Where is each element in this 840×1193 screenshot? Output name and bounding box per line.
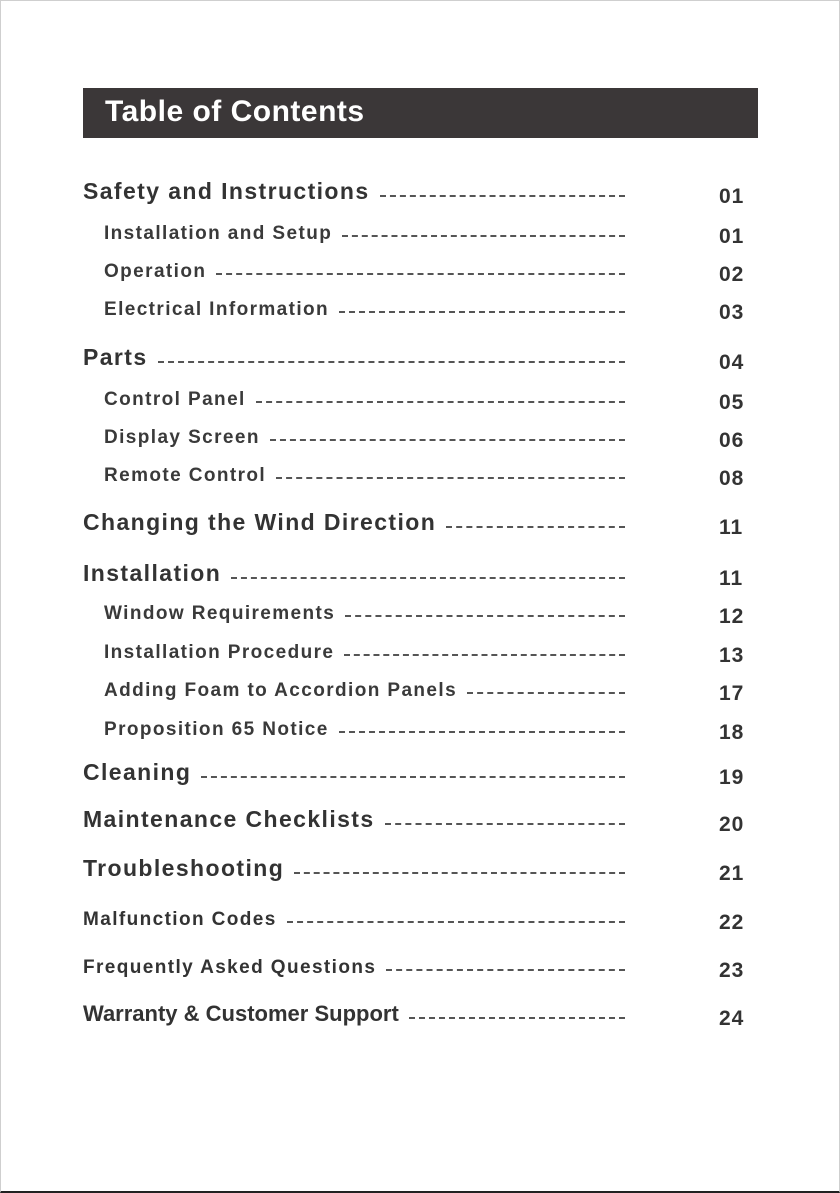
toc-header-bar <box>83 88 758 138</box>
toc-entry-label: Safety and Instructions <box>83 178 370 204</box>
toc-page-number: 01 <box>719 185 745 208</box>
toc-entry[interactable] <box>1 803 761 836</box>
toc-entry-label: Warranty & Customer Support <box>83 1001 399 1026</box>
toc-entry[interactable] <box>1 215 761 248</box>
toc-entry-label: Installation Procedure <box>104 642 335 663</box>
toc-entry-label: Electrical Information <box>104 299 330 320</box>
toc-entry[interactable] <box>1 506 761 539</box>
toc-leader-dots <box>385 823 625 825</box>
toc-page-number: 02 <box>719 263 745 286</box>
toc-entry-label: Adding Foam to Accordion Panels <box>104 680 458 701</box>
toc-entry[interactable] <box>1 901 761 934</box>
toc-leader-dots <box>446 526 625 528</box>
toc-page-number: 24 <box>719 1007 745 1030</box>
toc-entry-label: Parts <box>83 344 148 370</box>
toc-page-number: 12 <box>719 605 745 628</box>
toc-entry-label: Troubleshooting <box>83 855 285 881</box>
toc-entry-label: Window Requirements <box>104 603 336 624</box>
toc-leader-dots <box>256 401 625 403</box>
toc-entry-label: Operation <box>104 261 207 282</box>
toc-entry[interactable] <box>1 756 761 789</box>
toc-page-number: 08 <box>719 467 745 490</box>
toc-leader-dots <box>409 1017 625 1019</box>
toc-entry-label: Installation <box>83 560 222 586</box>
toc-entry-label: Frequently Asked Questions <box>83 957 377 978</box>
toc-entry[interactable] <box>1 381 761 414</box>
toc-entry[interactable] <box>1 997 761 1030</box>
toc-leader-dots <box>467 692 625 694</box>
toc-entry-label: Display Screen <box>104 427 260 448</box>
toc-leader-dots <box>287 921 625 923</box>
toc-page-number: 01 <box>719 225 745 248</box>
toc-title: Table of Contents <box>105 95 365 128</box>
toc-entry[interactable] <box>1 253 761 286</box>
toc-entry-label: Maintenance Checklists <box>83 806 375 832</box>
toc-leader-dots <box>294 872 625 874</box>
toc-leader-dots <box>201 776 625 778</box>
toc-leader-dots <box>216 273 625 275</box>
toc-entry[interactable] <box>1 634 761 667</box>
toc-page-number: 11 <box>719 516 744 539</box>
toc-entry[interactable] <box>1 711 761 744</box>
toc-leader-dots <box>386 969 625 971</box>
toc-entry-label: Cleaning <box>83 759 192 785</box>
toc-entry-label: Proposition 65 Notice <box>104 719 329 740</box>
toc-entry-label: Installation and Setup <box>104 223 333 244</box>
toc-page-number: 18 <box>719 721 745 744</box>
toc-entry[interactable] <box>1 852 761 885</box>
toc-leader-dots <box>231 577 625 579</box>
toc-leader-dots <box>270 439 625 441</box>
toc-page-number: 06 <box>719 429 745 452</box>
toc-entry[interactable] <box>1 949 761 982</box>
toc-page-number: 17 <box>719 682 745 705</box>
toc-entry[interactable] <box>1 341 761 374</box>
toc-entry[interactable] <box>1 175 761 208</box>
toc-entry[interactable] <box>1 457 761 490</box>
toc-leader-dots <box>344 654 625 656</box>
toc-leader-dots <box>158 361 625 363</box>
toc-entry-label: Malfunction Codes <box>83 909 277 930</box>
toc-entry[interactable] <box>1 291 761 324</box>
toc-entry[interactable] <box>1 419 761 452</box>
toc-page-number: 19 <box>719 766 745 789</box>
toc-leader-dots <box>339 311 625 313</box>
toc-entry[interactable] <box>1 557 761 590</box>
toc-page-number: 03 <box>719 301 745 324</box>
toc-page-number: 23 <box>719 959 745 982</box>
toc-page-number: 11 <box>719 567 744 590</box>
toc-entry-label: Control Panel <box>104 389 246 410</box>
toc-page-number: 21 <box>719 862 745 885</box>
toc-leader-dots <box>339 731 625 733</box>
toc-leader-dots <box>342 235 625 237</box>
toc-page-number: 20 <box>719 813 745 836</box>
toc-entry[interactable] <box>1 672 761 705</box>
toc-page-number: 22 <box>719 911 745 934</box>
toc-page-number: 13 <box>719 644 745 667</box>
toc-entry-label: Changing the Wind Direction <box>83 509 437 535</box>
toc-leader-dots <box>380 195 625 197</box>
toc-entry-label: Remote Control <box>104 465 267 486</box>
toc-page-number: 05 <box>719 391 745 414</box>
toc-leader-dots <box>276 477 625 479</box>
toc-entry[interactable] <box>1 595 761 628</box>
toc-page-number: 04 <box>719 351 745 374</box>
toc-leader-dots <box>345 615 625 617</box>
